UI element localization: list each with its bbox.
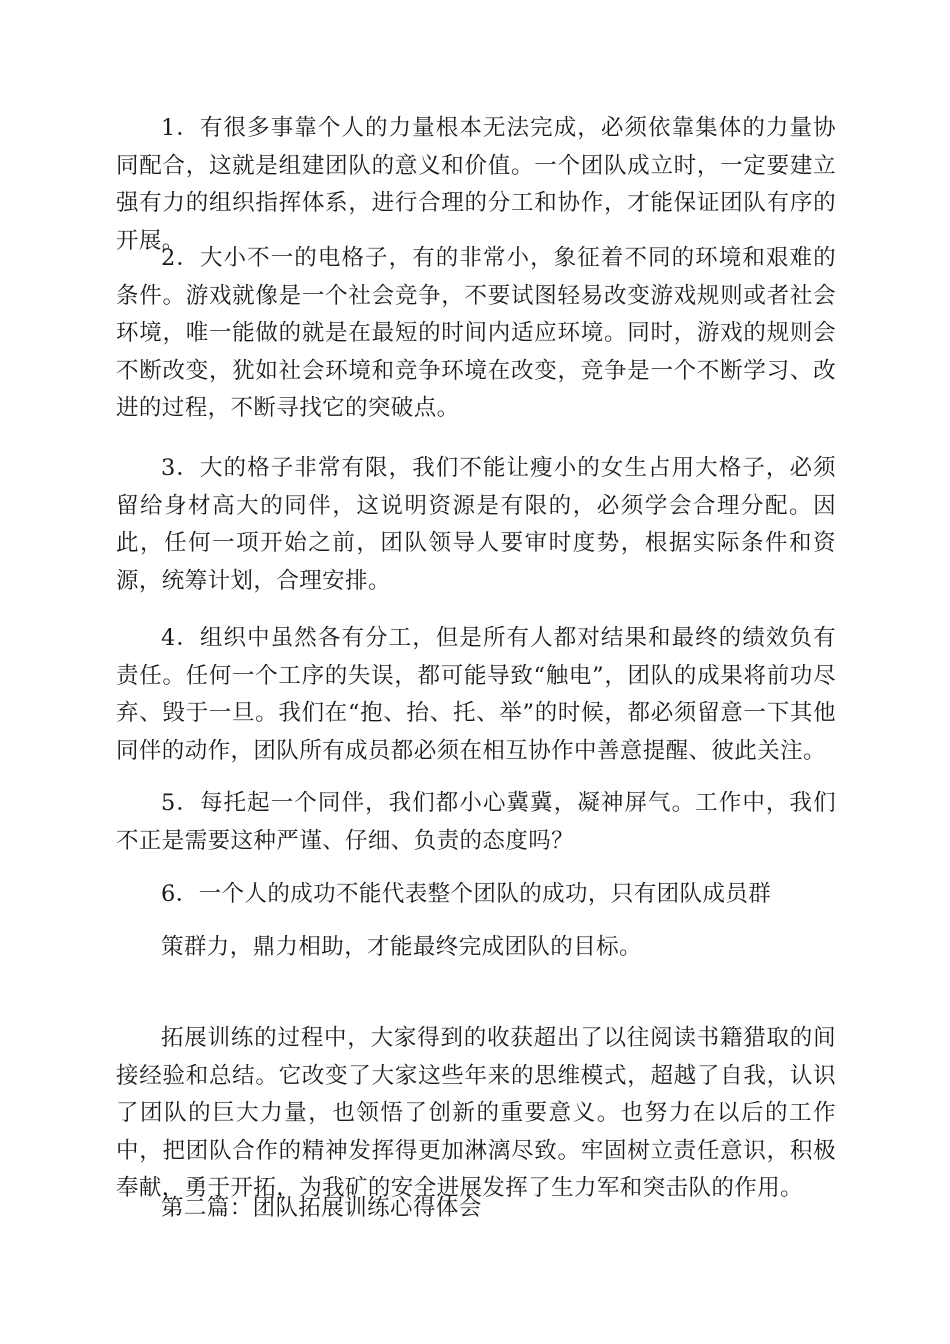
paragraph-4: 4．组织中虽然各有分工，但是所有人都对结果和最终的绩效负有责任。任何一个工序的失误，都可能导致“触电”，团队的成果将前功尽弃、毁于一旦。我们在“抱、抬、托、举”的时候，都必须留意一下其他同伴的动作，团队所有成员都必须在相互协作中善意提醒、彼此关注。: [116, 625, 836, 764]
paragraph-2: 2．大小不一的电格子，有的非常小，象征着不同的环境和艰难的条件。游戏就像是一个社会竞争，不要试图轻易改变游戏规则或者社会环境，唯一能做的就是在最短的时间内适应环境。同时，游戏的规则会不断改变，犹如社会环境和竞争环境在改变，竞争是一个不断学习、改进的过程，不断寻找它的突破点。: [116, 245, 836, 421]
paragraph-summary: 拓展训练的过程中，大家得到的收获超出了以往阅读书籍猎取的间接经验和总结。它改变了大家这些年来的思维模式，超越了自我，认识了团队的巨大力量，也领悟了创新的重要意义。也努力在以后的工作中，把团队合作的精神发挥得更加淋漓尽致。牢固树立责任意识，积极奉献，勇于开拓，为我矿的安全进展发挥了生力军和突击队的作用。: [116, 1025, 836, 1201]
section-heading: 第二篇：团队拓展训练心得体会: [161, 1195, 482, 1221]
paragraph-1: 1．有很多事靠个人的力量根本无法完成，必须依靠集体的力量协同配合，这就是组建团队的意义和价值。一个团队成立时，一定要建立强有力的组织指挥体系，进行合理的分工和协作，才能保证团队有序的开展。: [116, 115, 836, 254]
paragraph-6: 6．一个人的成功不能代表整个团队的成功，只有团队成员群: [161, 881, 772, 907]
paragraph-3: 3．大的格子非常有限，我们不能让瘦小的女生占用大格子，必须留给身材高大的同伴，这说明资源是有限的，必须学会合理分配。因此，任何一项开始之前，团队领导人要审时度势，根据实际条件和资源，统筹计划，合理安排。: [116, 455, 836, 594]
paragraph-5: 5．每托起一个同伴，我们都小心冀冀，凝神屏气。工作中，我们不正是需要这种严谨、仔细、负责的态度吗？: [116, 790, 836, 854]
paragraph-6-continued: 策群力，鼎力相助，才能最终完成团队的目标。: [161, 934, 642, 960]
